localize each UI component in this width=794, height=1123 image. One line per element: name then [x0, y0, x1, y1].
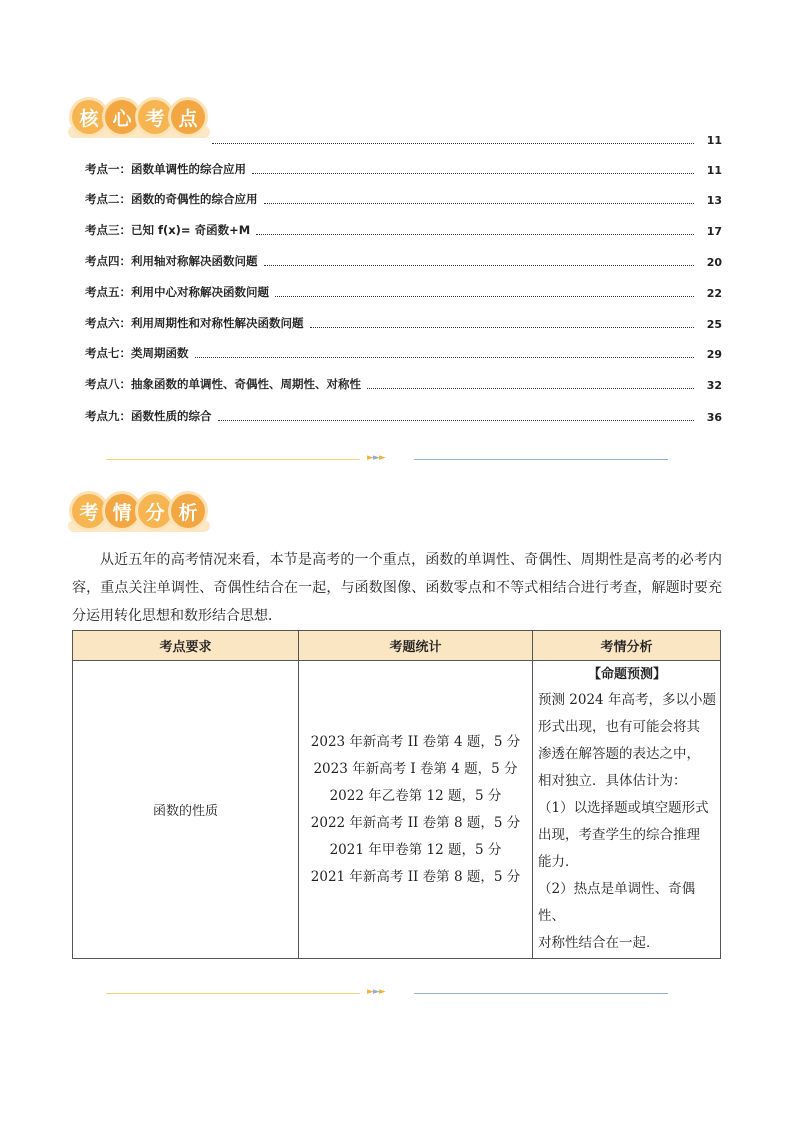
- toc-leader: [264, 202, 695, 204]
- toc-item[interactable]: [85, 191, 722, 207]
- analysis-paragraph: 从近五年的高考情况来看，本节是高考的一个重点，函数的单调性、奇偶性、周期性是高考的必考内容，重点关注单调性、奇偶性结合在一起，与函数图像、函数零点和不等式相结合进行考查，解题时要充分运用转化思想和数形结合思想．: [72, 552, 722, 624]
- stat-line: 2022 年新高考 II 卷第 8 题，5 分: [310, 814, 521, 831]
- section-badge-exam-analysis: [72, 491, 204, 531]
- toc-leader: [218, 419, 695, 421]
- toc-item-label: 考点三：已知 f(x)= 奇函数+M: [85, 223, 251, 237]
- analysis-line: 渗透在解答题的表达之中，: [538, 746, 700, 762]
- toc-header-row[interactable]: [212, 131, 722, 147]
- toc-page-number: 29: [706, 348, 722, 361]
- section-badge-core-points: [72, 97, 204, 137]
- toc-item-label: 考点五：利用中心对称解决函数问题: [85, 285, 269, 299]
- toc-leader: [212, 142, 694, 144]
- stat-line: 2021 年新高考 II 卷第 8 题，5 分: [310, 868, 521, 885]
- toc-leader: [256, 233, 694, 235]
- analysis-line: 形式出现，也有可能会将其: [538, 719, 700, 735]
- divider-line-right: [414, 459, 668, 460]
- badge-char: 点: [171, 100, 205, 134]
- toc-item[interactable]: [85, 253, 722, 269]
- toc-item[interactable]: [85, 408, 722, 424]
- badge-char: 析: [171, 494, 205, 528]
- badge-char: 核: [72, 100, 106, 134]
- table-header-cell: 考情分析: [533, 631, 721, 661]
- exam-analysis-table: [72, 630, 721, 959]
- stat-line: 2022 年乙卷第 12 题，5 分: [329, 787, 502, 804]
- divider-line-left: [106, 459, 360, 460]
- divider-arrows-icon: ►►►: [367, 453, 385, 463]
- toc-item-label: 考点七：类周期函数: [85, 346, 189, 360]
- toc-item[interactable]: [85, 161, 722, 177]
- toc-leader: [195, 356, 695, 358]
- toc-leader: [264, 264, 695, 266]
- toc-item-label: 考点八：抽象函数的单调性、奇偶性、周期性、对称性: [85, 377, 361, 391]
- stat-line: 2023 年新高考 I 卷第 4 题，5 分: [313, 760, 518, 777]
- divider-line-right: [414, 993, 668, 994]
- toc-page-number: 36: [706, 411, 722, 424]
- toc-page-number: 22: [706, 287, 722, 300]
- toc-leader: [275, 295, 694, 297]
- badge-char: 考: [138, 100, 172, 134]
- toc-page-number: 25: [706, 318, 722, 331]
- divider-line-left: [106, 993, 360, 994]
- badge-char: 考: [72, 494, 106, 528]
- analysis-cell: [533, 661, 721, 959]
- prediction-heading: 【命题预测】: [587, 667, 666, 682]
- toc-leader: [367, 387, 694, 389]
- badge-char: 情: [105, 494, 139, 528]
- analysis-line: 预测 2024 年高考，多以小题: [538, 692, 716, 708]
- toc-item[interactable]: [85, 222, 722, 238]
- table-header-cell: 考题统计: [299, 631, 533, 661]
- toc-item-label: 考点九：函数性质的综合: [85, 409, 212, 423]
- table-header-cell: 考点要求: [73, 631, 299, 661]
- stat-line: 2021 年甲卷第 12 题，5 分: [329, 841, 502, 858]
- toc-page-number: 20: [706, 256, 722, 269]
- toc-item-label: 考点一：函数单调性的综合应用: [85, 162, 246, 176]
- section-divider: [106, 454, 668, 466]
- toc-leader: [310, 326, 695, 328]
- toc-item-label: 考点六：利用周期性和对称性解决函数问题: [85, 316, 304, 330]
- divider-arrows-icon: ►►►: [367, 987, 385, 997]
- analysis-line: 能力．: [538, 854, 579, 870]
- stat-line: 2023 年新高考 II 卷第 4 题，5 分: [310, 733, 521, 750]
- toc-item-label: 考点二：函数的奇偶性的综合应用: [85, 192, 258, 206]
- toc-item[interactable]: [85, 315, 722, 331]
- table-row: [73, 661, 721, 959]
- toc-page-number: 13: [706, 194, 722, 207]
- table-header-row: [73, 631, 721, 661]
- requirement-cell: 函数的性质: [73, 661, 299, 959]
- analysis-line: 相对独立．具体估计为：: [538, 773, 687, 789]
- toc-page-number: 32: [706, 379, 722, 392]
- analysis-line: 对称性结合在一起．: [538, 935, 660, 951]
- analysis-line: 出现，考查学生的综合推理: [538, 827, 700, 843]
- stats-cell: [299, 661, 533, 959]
- toc-item-label: 考点四：利用轴对称解决函数问题: [85, 254, 258, 268]
- analysis-line: （1）以选择题或填空题形式: [538, 800, 709, 816]
- analysis-line: （2）热点是单调性、奇偶性、: [538, 881, 696, 924]
- badge-bubbles: [72, 100, 204, 134]
- section-divider: [106, 988, 668, 1000]
- badge-char: 心: [105, 100, 139, 134]
- toc-page-number: 17: [706, 225, 722, 238]
- toc-page-number: 11: [706, 164, 722, 177]
- badge-bubbles: [72, 494, 204, 528]
- toc-item[interactable]: [85, 376, 722, 392]
- badge-char: 分: [138, 494, 172, 528]
- toc-page-number: 11: [706, 134, 722, 147]
- toc-item[interactable]: [85, 345, 722, 361]
- toc-item[interactable]: [85, 284, 722, 300]
- toc-leader: [252, 172, 694, 174]
